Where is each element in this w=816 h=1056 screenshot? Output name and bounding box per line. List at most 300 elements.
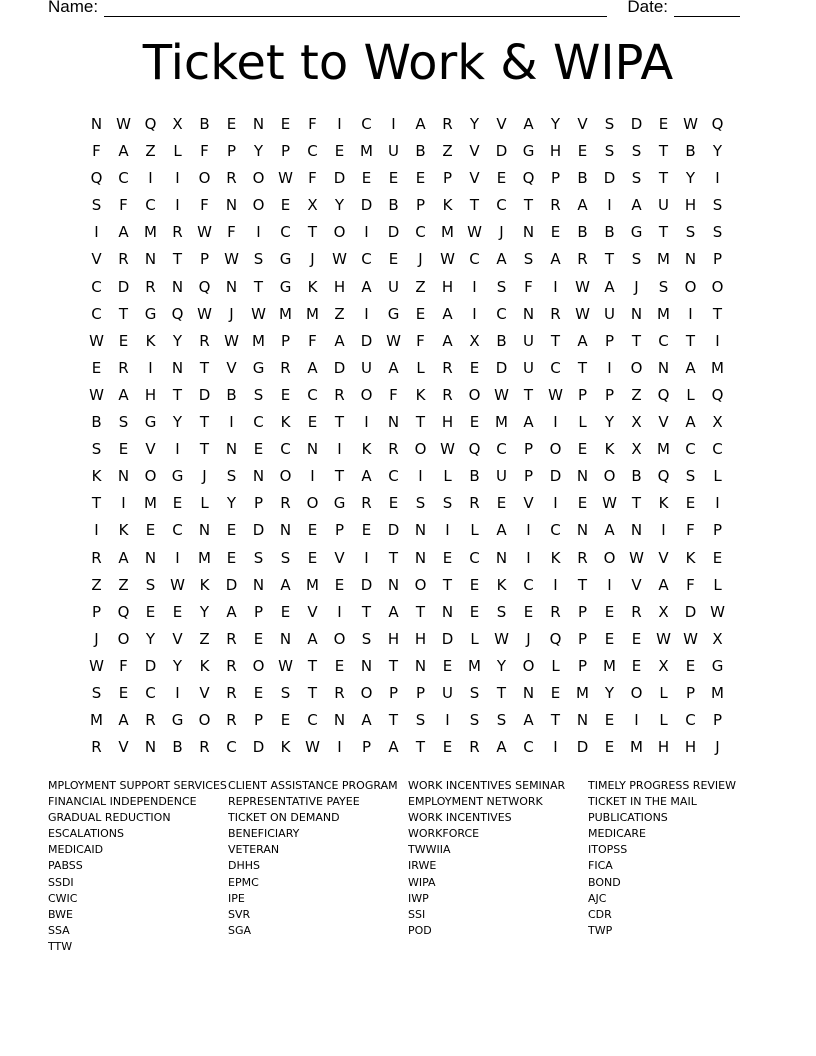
grid-letter[interactable]: E <box>334 656 345 675</box>
grid-letter[interactable]: O <box>603 467 616 486</box>
grid-letter[interactable]: S <box>253 250 264 269</box>
grid-letter[interactable]: L <box>470 521 479 540</box>
grid-letter[interactable]: O <box>414 575 427 594</box>
grid-letter[interactable]: K <box>307 277 318 296</box>
grid-letter[interactable]: U <box>388 142 399 161</box>
grid-letter[interactable]: O <box>198 169 211 188</box>
grid-letter[interactable]: N <box>684 250 697 269</box>
grid-letter[interactable]: T <box>631 494 642 513</box>
grid-letter[interactable]: P <box>577 385 588 404</box>
grid-letter[interactable]: X <box>172 115 183 133</box>
grid-letter[interactable]: I <box>337 115 342 133</box>
grid-letter[interactable]: I <box>553 738 558 757</box>
grid-letter[interactable]: R <box>550 304 561 323</box>
grid-letter[interactable]: V <box>145 440 156 459</box>
grid-letter[interactable]: R <box>226 656 237 675</box>
grid-letter[interactable]: S <box>469 683 480 702</box>
grid-letter[interactable]: E <box>388 250 399 269</box>
grid-letter[interactable]: Q <box>117 602 130 621</box>
grid-letter[interactable]: L <box>686 385 695 404</box>
grid-letter[interactable]: Q <box>144 115 157 133</box>
grid-letter[interactable]: H <box>333 277 346 296</box>
grid-letter[interactable]: E <box>604 629 615 648</box>
date-field[interactable] <box>674 0 740 17</box>
grid-letter[interactable]: V <box>658 413 669 432</box>
grid-letter[interactable]: I <box>337 738 342 757</box>
grid-letter[interactable]: E <box>577 494 588 513</box>
grid-letter[interactable]: N <box>90 115 103 133</box>
grid-letter[interactable]: Z <box>334 304 345 323</box>
grid-letter[interactable]: N <box>144 250 157 269</box>
grid-letter[interactable]: S <box>712 196 723 215</box>
grid-letter[interactable]: C <box>523 575 534 594</box>
grid-letter[interactable]: N <box>225 196 238 215</box>
grid-letter[interactable]: M <box>711 683 724 702</box>
grid-letter[interactable]: E <box>469 413 480 432</box>
grid-letter[interactable]: T <box>415 738 426 757</box>
grid-letter[interactable]: W <box>683 629 698 648</box>
grid-letter[interactable]: A <box>685 413 696 432</box>
grid-letter[interactable]: B <box>226 385 237 404</box>
grid-letter[interactable]: V <box>172 629 183 648</box>
grid-letter[interactable]: N <box>252 115 265 133</box>
grid-letter[interactable]: F <box>416 331 425 350</box>
grid-letter[interactable]: E <box>496 169 507 188</box>
grid-letter[interactable]: D <box>225 575 238 594</box>
grid-letter[interactable]: E <box>577 142 588 161</box>
grid-letter[interactable]: V <box>469 142 480 161</box>
grid-letter[interactable]: M <box>630 738 643 757</box>
grid-letter[interactable]: W <box>89 656 104 675</box>
grid-letter[interactable]: P <box>577 656 588 675</box>
grid-letter[interactable]: N <box>576 521 589 540</box>
grid-letter[interactable]: L <box>713 467 722 486</box>
grid-letter[interactable]: Z <box>442 142 453 161</box>
grid-letter[interactable]: L <box>443 467 452 486</box>
grid-letter[interactable]: E <box>226 115 237 133</box>
grid-letter[interactable]: E <box>388 169 399 188</box>
grid-letter[interactable]: X <box>658 602 669 621</box>
grid-letter[interactable]: S <box>91 440 102 459</box>
grid-letter[interactable]: C <box>253 413 264 432</box>
grid-letter[interactable]: D <box>198 385 211 404</box>
grid-letter[interactable]: L <box>173 142 182 161</box>
grid-letter[interactable]: T <box>91 494 102 513</box>
grid-letter[interactable]: Y <box>334 196 345 215</box>
grid-letter[interactable]: P <box>712 250 723 269</box>
grid-letter[interactable]: I <box>688 304 693 323</box>
grid-letter[interactable]: Z <box>145 142 156 161</box>
grid-letter[interactable]: B <box>604 223 615 242</box>
grid-letter[interactable]: O <box>360 683 373 702</box>
grid-letter[interactable]: J <box>499 223 504 242</box>
grid-letter[interactable]: X <box>631 413 642 432</box>
grid-letter[interactable]: K <box>91 467 102 486</box>
grid-letter[interactable]: R <box>199 331 210 350</box>
grid-letter[interactable]: P <box>199 250 210 269</box>
grid-letter[interactable]: N <box>522 223 535 242</box>
grid-letter[interactable]: I <box>391 115 396 133</box>
grid-letter[interactable]: N <box>171 277 184 296</box>
grid-letter[interactable]: T <box>658 169 669 188</box>
grid-letter[interactable]: Q <box>711 115 724 133</box>
grid-letter[interactable]: J <box>715 738 720 757</box>
grid-letter[interactable]: G <box>630 223 643 242</box>
grid-letter[interactable]: W <box>305 738 320 757</box>
grid-letter[interactable]: W <box>89 385 104 404</box>
grid-letter[interactable]: A <box>604 277 615 296</box>
grid-letter[interactable]: C <box>280 223 291 242</box>
grid-letter[interactable]: D <box>387 223 400 242</box>
grid-letter[interactable]: T <box>523 196 534 215</box>
grid-letter[interactable]: F <box>200 196 209 215</box>
grid-letter[interactable]: Y <box>469 115 480 133</box>
grid-letter[interactable]: Q <box>468 440 481 459</box>
grid-letter[interactable]: S <box>280 548 291 567</box>
grid-letter[interactable]: D <box>549 467 562 486</box>
grid-letter[interactable]: E <box>307 548 318 567</box>
grid-letter[interactable]: I <box>364 413 369 432</box>
grid-letter[interactable]: R <box>550 196 561 215</box>
grid-letter[interactable]: I <box>634 711 639 730</box>
grid-letter[interactable]: S <box>712 223 723 242</box>
grid-letter[interactable]: T <box>550 711 561 730</box>
grid-letter[interactable]: D <box>117 277 130 296</box>
grid-letter[interactable]: D <box>360 575 373 594</box>
grid-letter[interactable]: E <box>631 656 642 675</box>
grid-letter[interactable]: E <box>307 521 318 540</box>
grid-letter[interactable]: I <box>715 494 720 513</box>
grid-letter[interactable]: T <box>361 602 372 621</box>
grid-letter[interactable]: E <box>145 521 156 540</box>
grid-letter[interactable]: P <box>604 331 615 350</box>
grid-letter[interactable]: C <box>145 683 156 702</box>
grid-letter[interactable]: T <box>118 304 129 323</box>
grid-letter[interactable]: C <box>118 169 129 188</box>
grid-letter[interactable]: T <box>199 413 210 432</box>
grid-letter[interactable]: H <box>441 413 454 432</box>
grid-letter[interactable]: Q <box>657 385 670 404</box>
grid-letter[interactable]: E <box>604 602 615 621</box>
grid-letter[interactable]: M <box>279 304 292 323</box>
grid-letter[interactable]: Y <box>172 656 183 675</box>
grid-letter[interactable]: R <box>226 711 237 730</box>
grid-letter[interactable]: E <box>280 711 291 730</box>
grid-letter[interactable]: S <box>280 683 291 702</box>
grid-letter[interactable]: G <box>522 142 535 161</box>
grid-letter[interactable]: I <box>364 548 369 567</box>
grid-letter[interactable]: I <box>715 331 720 350</box>
grid-letter[interactable]: V <box>658 548 669 567</box>
grid-letter[interactable]: D <box>360 331 373 350</box>
grid-letter[interactable]: E <box>496 494 507 513</box>
grid-letter[interactable]: O <box>279 467 292 486</box>
grid-letter[interactable]: P <box>712 711 723 730</box>
grid-letter[interactable]: P <box>523 440 534 459</box>
grid-letter[interactable]: C <box>91 304 102 323</box>
grid-letter[interactable]: H <box>441 277 454 296</box>
grid-letter[interactable]: W <box>575 277 590 296</box>
grid-letter[interactable]: M <box>603 656 616 675</box>
grid-letter[interactable]: Q <box>90 169 103 188</box>
grid-letter[interactable]: R <box>91 548 102 567</box>
grid-letter[interactable]: N <box>522 304 535 323</box>
grid-letter[interactable]: P <box>577 602 588 621</box>
grid-letter[interactable]: R <box>199 738 210 757</box>
grid-letter[interactable]: M <box>657 250 670 269</box>
grid-letter[interactable]: W <box>467 223 482 242</box>
grid-letter[interactable]: G <box>144 304 157 323</box>
grid-letter[interactable]: S <box>658 277 669 296</box>
grid-letter[interactable]: V <box>307 602 318 621</box>
grid-letter[interactable]: R <box>334 683 345 702</box>
grid-letter[interactable]: C <box>550 358 561 377</box>
grid-letter[interactable]: A <box>631 196 642 215</box>
grid-letter[interactable]: E <box>361 521 372 540</box>
grid-letter[interactable]: P <box>253 711 264 730</box>
grid-letter[interactable]: M <box>711 358 724 377</box>
grid-letter[interactable]: U <box>496 467 507 486</box>
grid-letter[interactable]: N <box>252 575 265 594</box>
grid-letter[interactable]: A <box>388 602 399 621</box>
grid-letter[interactable]: K <box>604 440 615 459</box>
grid-letter[interactable]: O <box>117 629 130 648</box>
grid-letter[interactable]: P <box>550 169 561 188</box>
grid-letter[interactable]: R <box>631 602 642 621</box>
grid-letter[interactable]: D <box>495 142 508 161</box>
grid-letter[interactable]: A <box>577 196 588 215</box>
grid-letter[interactable]: C <box>361 115 372 133</box>
grid-letter[interactable]: E <box>631 629 642 648</box>
grid-letter[interactable]: C <box>280 440 291 459</box>
grid-letter[interactable]: V <box>523 494 534 513</box>
grid-letter[interactable]: A <box>523 115 534 133</box>
grid-letter[interactable]: O <box>522 656 535 675</box>
grid-letter[interactable]: T <box>334 413 345 432</box>
grid-letter[interactable]: Q <box>198 277 211 296</box>
grid-letter[interactable]: J <box>634 277 639 296</box>
grid-letter[interactable]: E <box>253 440 264 459</box>
grid-letter[interactable]: G <box>279 250 292 269</box>
grid-letter[interactable]: T <box>658 142 669 161</box>
grid-letter[interactable]: N <box>306 440 319 459</box>
grid-letter[interactable]: G <box>711 656 724 675</box>
grid-letter[interactable]: I <box>175 196 180 215</box>
grid-letter[interactable]: H <box>684 738 697 757</box>
grid-letter[interactable]: J <box>418 250 423 269</box>
grid-letter[interactable]: C <box>226 738 237 757</box>
grid-letter[interactable]: P <box>712 521 723 540</box>
grid-letter[interactable]: J <box>94 629 99 648</box>
grid-letter[interactable]: N <box>279 521 292 540</box>
grid-letter[interactable]: P <box>280 331 291 350</box>
grid-letter[interactable]: N <box>387 413 400 432</box>
grid-letter[interactable]: E <box>577 440 588 459</box>
grid-letter[interactable]: A <box>577 331 588 350</box>
grid-letter[interactable]: R <box>280 494 291 513</box>
grid-letter[interactable]: N <box>441 602 454 621</box>
grid-letter[interactable]: I <box>337 602 342 621</box>
grid-letter[interactable]: W <box>386 331 401 350</box>
grid-letter[interactable]: E <box>118 440 129 459</box>
grid-letter[interactable]: I <box>553 494 558 513</box>
grid-letter[interactable]: C <box>361 250 372 269</box>
grid-letter[interactable]: K <box>415 385 426 404</box>
grid-letter[interactable]: E <box>280 385 291 404</box>
grid-letter[interactable]: I <box>229 413 234 432</box>
grid-letter[interactable]: T <box>334 467 345 486</box>
grid-letter[interactable]: N <box>333 711 346 730</box>
grid-letter[interactable]: X <box>469 331 480 350</box>
grid-letter[interactable]: L <box>200 494 209 513</box>
grid-letter[interactable]: G <box>279 277 292 296</box>
grid-letter[interactable]: A <box>361 467 372 486</box>
grid-letter[interactable]: R <box>145 711 156 730</box>
grid-letter[interactable]: R <box>388 440 399 459</box>
grid-letter[interactable]: M <box>360 142 373 161</box>
grid-letter[interactable]: H <box>549 142 562 161</box>
grid-letter[interactable]: R <box>469 738 480 757</box>
grid-letter[interactable]: D <box>144 656 157 675</box>
grid-letter[interactable]: S <box>226 467 237 486</box>
grid-letter[interactable]: R <box>442 358 453 377</box>
grid-letter[interactable]: T <box>712 304 723 323</box>
grid-letter[interactable]: S <box>91 683 102 702</box>
grid-letter[interactable]: B <box>469 467 480 486</box>
grid-letter[interactable]: D <box>576 738 589 757</box>
grid-letter[interactable]: O <box>603 548 616 567</box>
grid-letter[interactable]: M <box>252 331 265 350</box>
grid-letter[interactable]: T <box>577 575 588 594</box>
grid-letter[interactable]: V <box>631 575 642 594</box>
grid-letter[interactable]: V <box>199 683 210 702</box>
grid-letter[interactable]: W <box>170 575 185 594</box>
grid-letter[interactable]: T <box>469 196 480 215</box>
grid-letter[interactable]: O <box>252 196 265 215</box>
grid-letter[interactable]: U <box>658 196 669 215</box>
grid-letter[interactable]: P <box>604 385 615 404</box>
grid-letter[interactable]: I <box>364 304 369 323</box>
grid-letter[interactable]: X <box>712 629 723 648</box>
grid-letter[interactable]: G <box>387 304 400 323</box>
grid-letter[interactable]: T <box>388 656 399 675</box>
grid-letter[interactable]: T <box>199 358 210 377</box>
grid-letter[interactable]: E <box>415 169 426 188</box>
grid-letter[interactable]: A <box>496 738 507 757</box>
grid-letter[interactable]: R <box>226 629 237 648</box>
grid-letter[interactable]: W <box>494 385 509 404</box>
grid-letter[interactable]: S <box>361 629 372 648</box>
grid-letter[interactable]: A <box>334 331 345 350</box>
grid-letter[interactable]: S <box>253 548 264 567</box>
grid-letter[interactable]: O <box>549 440 562 459</box>
grid-letter[interactable]: S <box>496 711 507 730</box>
grid-letter[interactable]: R <box>172 223 183 242</box>
grid-letter[interactable]: N <box>144 548 157 567</box>
grid-letter[interactable]: E <box>118 683 129 702</box>
grid-letter[interactable]: E <box>172 494 183 513</box>
grid-letter[interactable]: A <box>307 358 318 377</box>
grid-letter[interactable]: R <box>118 358 129 377</box>
grid-letter[interactable]: N <box>225 440 238 459</box>
grid-letter[interactable]: J <box>202 467 207 486</box>
grid-letter[interactable]: S <box>631 169 642 188</box>
grid-letter[interactable]: K <box>199 575 210 594</box>
grid-letter[interactable]: N <box>414 521 427 540</box>
grid-letter[interactable]: B <box>199 115 210 133</box>
grid-letter[interactable]: K <box>280 738 291 757</box>
grid-letter[interactable]: B <box>685 142 696 161</box>
grid-letter[interactable]: Q <box>522 169 535 188</box>
grid-letter[interactable]: A <box>496 250 507 269</box>
grid-letter[interactable]: D <box>252 738 265 757</box>
grid-letter[interactable]: D <box>252 521 265 540</box>
grid-letter[interactable]: N <box>414 548 427 567</box>
grid-letter[interactable]: K <box>118 521 129 540</box>
grid-letter[interactable]: A <box>388 738 399 757</box>
grid-letter[interactable]: W <box>224 331 239 350</box>
grid-letter[interactable]: W <box>683 115 698 133</box>
grid-letter[interactable]: N <box>414 656 427 675</box>
grid-letter[interactable]: E <box>253 629 264 648</box>
grid-letter[interactable]: F <box>227 223 236 242</box>
grid-letter[interactable]: C <box>496 196 507 215</box>
grid-letter[interactable]: C <box>388 467 399 486</box>
grid-letter[interactable]: W <box>602 494 617 513</box>
grid-letter[interactable]: S <box>631 142 642 161</box>
grid-letter[interactable]: S <box>253 385 264 404</box>
grid-letter[interactable]: I <box>175 683 180 702</box>
grid-letter[interactable]: K <box>361 440 372 459</box>
grid-letter[interactable]: L <box>551 656 560 675</box>
grid-letter[interactable]: A <box>361 277 372 296</box>
grid-letter[interactable]: T <box>577 358 588 377</box>
grid-letter[interactable]: I <box>121 494 126 513</box>
grid-letter[interactable]: M <box>576 683 589 702</box>
grid-letter[interactable]: P <box>685 683 696 702</box>
grid-letter[interactable]: K <box>685 548 696 567</box>
grid-letter[interactable]: N <box>198 521 211 540</box>
grid-letter[interactable]: X <box>631 440 642 459</box>
grid-letter[interactable]: P <box>253 494 264 513</box>
grid-letter[interactable]: P <box>442 169 453 188</box>
grid-letter[interactable]: O <box>360 385 373 404</box>
grid-letter[interactable]: C <box>307 385 318 404</box>
grid-letter[interactable]: N <box>630 521 643 540</box>
grid-letter[interactable]: K <box>658 494 669 513</box>
grid-letter[interactable]: O <box>252 169 265 188</box>
grid-letter[interactable]: W <box>116 115 131 133</box>
grid-letter[interactable]: M <box>144 223 157 242</box>
grid-letter[interactable]: E <box>280 602 291 621</box>
grid-letter[interactable]: F <box>92 142 101 161</box>
grid-letter[interactable]: B <box>577 169 588 188</box>
grid-letter[interactable]: V <box>91 250 102 269</box>
grid-letter[interactable]: Z <box>631 385 642 404</box>
grid-letter[interactable]: U <box>388 277 399 296</box>
grid-letter[interactable]: E <box>307 413 318 432</box>
grid-letter[interactable]: W <box>197 223 212 242</box>
grid-letter[interactable]: Y <box>253 142 264 161</box>
grid-letter[interactable]: S <box>415 494 426 513</box>
grid-letter[interactable]: W <box>251 304 266 323</box>
grid-letter[interactable]: E <box>685 494 696 513</box>
grid-letter[interactable]: F <box>200 142 209 161</box>
grid-letter[interactable]: I <box>553 277 558 296</box>
grid-letter[interactable]: C <box>712 440 723 459</box>
grid-letter[interactable]: N <box>657 358 670 377</box>
grid-letter[interactable]: T <box>172 385 183 404</box>
